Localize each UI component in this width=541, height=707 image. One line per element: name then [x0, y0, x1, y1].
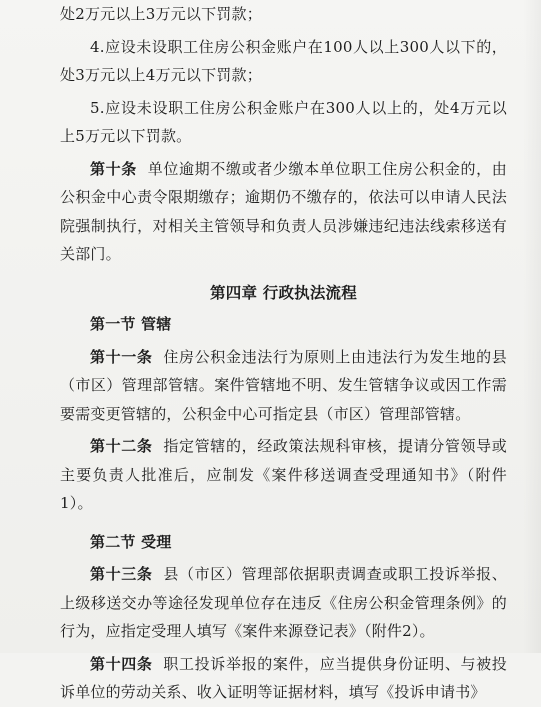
article-label: 第十三条: [90, 565, 153, 583]
article-label: 第十条: [90, 159, 137, 178]
section-heading-jurisdiction: 第一节 管辖: [90, 315, 172, 333]
page-edge-shadow: [523, 0, 541, 653]
article-11: [60, 343, 507, 429]
paragraph-text: 处2万元以上3万元以下罚款；: [60, 5, 262, 23]
document-body: [60, 0, 507, 707]
paragraph-text: 5.应设未设职工住房公积金账户在300人以上的，处4万元以上5万元以下罚款。: [60, 98, 507, 145]
penalty-item-5: [60, 94, 507, 151]
article-12: [60, 432, 507, 518]
section-heading-acceptance: 第二节 受理: [90, 532, 172, 551]
article-14: [60, 650, 507, 707]
article-text: 住房公积金违法行为原则上由违法行为发生地的县（市区）管理部管辖。案件管辖地不明、发生管辖争议或因工作需要需变更管辖的，公积金中心可指定县（市区）管理部管辖。: [60, 347, 508, 423]
chapter-heading: 第四章 行政执法流程: [210, 283, 357, 302]
article-label: 第十一条: [90, 347, 153, 366]
article-text: 职工投诉举报的案件，应当提供身份证明、与被投诉单位的劳动关系、收入证明等证据材料，填写《投诉申请书》: [60, 654, 508, 701]
penalty-item-4: [60, 33, 507, 90]
article-label: 第十二条: [90, 437, 153, 455]
paragraph-continuation: [60, 0, 507, 29]
article-text: 单位逾期不缴或者少缴本单位职工住房公积金的，由公积金中心责令限期缴存；逾期仍不缴存的，依法可以申请人民法院强制执行，对相关主管领导和负责人员涉嫌违纪违法线索移送有关部门。: [60, 159, 508, 263]
article-13: [60, 560, 507, 646]
article-10: [60, 155, 507, 269]
article-label: 第十四条: [90, 654, 153, 673]
article-text: 指定管辖的，经政策法规科审核，提请分管领导或主要负责人批准后，应制发《案件移送调查受理通知书》（附件1）。: [60, 437, 508, 512]
paragraph-text: 4.应设未设职工住房公积金账户在100人以上300人以下的，处3万元以上4万元以下罚款；: [60, 37, 507, 84]
article-text: 县（市区）管理部依据职责调查或职工投诉举报、上级移送交办等途径发现单位存在违反《住房公积金管理条例》的行为，应指定受理人填写《案件来源登记表》（附件2）。: [60, 565, 508, 640]
